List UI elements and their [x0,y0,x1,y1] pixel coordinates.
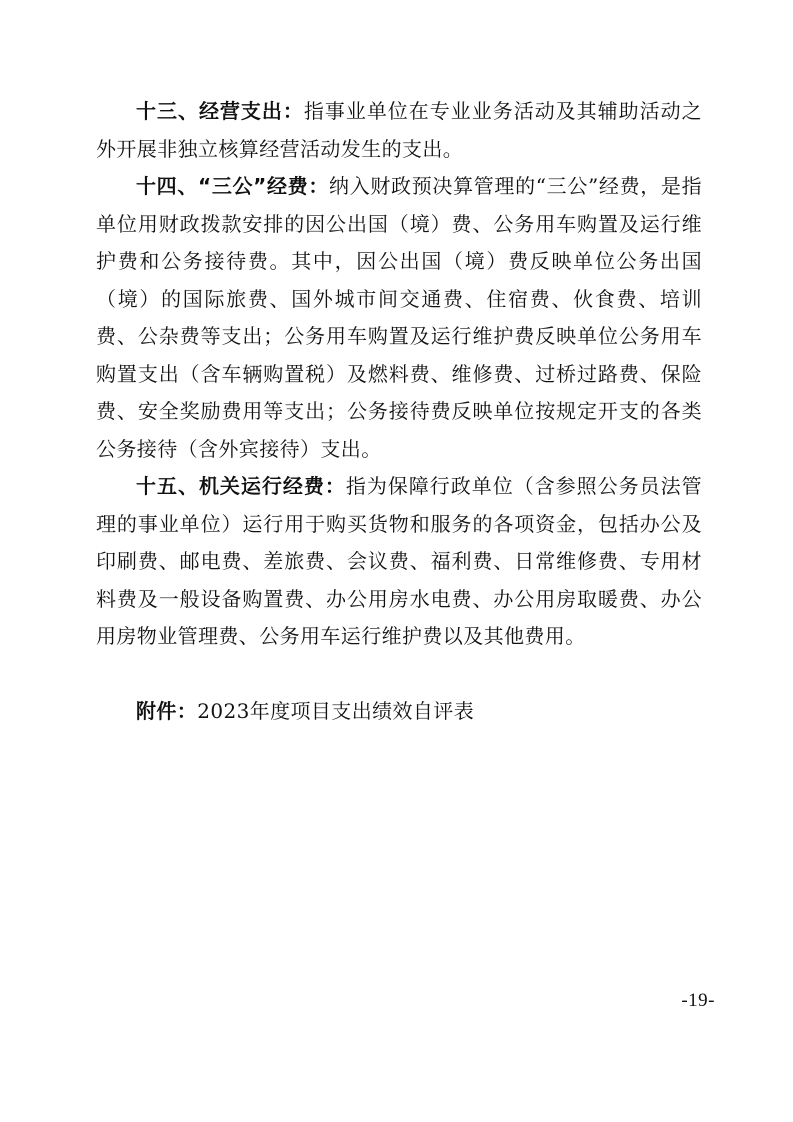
section-15-heading: 十五、机关运行经费： [136,474,346,498]
attachment-title: 2023年度项目支出绩效自评表 [197,699,475,723]
attachment-label: 附件： [136,699,198,723]
attachment-line [96,693,702,731]
page-number: -19- [681,990,715,1011]
section-14-text: 纳入财政预决算管理的“三公”经费，是指单位用财政拨款安排的因公出国（境）费、公务用车购置及运行维护费和公务接待费。其中，因公出国（境）费反映单位公务出国（境）的国际旅费、国外城市间交通费、住宿费、伙食费、培训费、公杂费等支出；公务用车购置及运行维护费反映单位公务用车购置支出（含车辆购置税）及燃料费、维修费、过桥过路费、保险费、安全奖励费用等支出；公务接待费反映单位按规定开支的各类公务接待（含外宾接待）支出。 [96,174,702,461]
section-13-paragraph [96,93,702,168]
section-13-text: 指事业单位在专业业务活动及其辅助活动之外开展非独立核算经营活动发生的支出。 [96,99,702,161]
section-14-paragraph [96,168,702,468]
section-15-text: 指为保障行政单位（含参照公务员法管理的事业单位）运行用于购买货物和服务的各项资金，包括办公及印刷费、邮电费、差旅费、会议费、福利费、日常维修费、专用材料费及一般设备购置费、办公用房水电费、办公用房取暖费、办公用房物业管理费、公务用车运行维护费以及其他费用。 [96,474,702,648]
section-15-paragraph [96,468,702,656]
section-13-heading: 十三、经营支出： [136,99,304,123]
section-14-heading: 十四、“三公”经费： [136,174,330,198]
